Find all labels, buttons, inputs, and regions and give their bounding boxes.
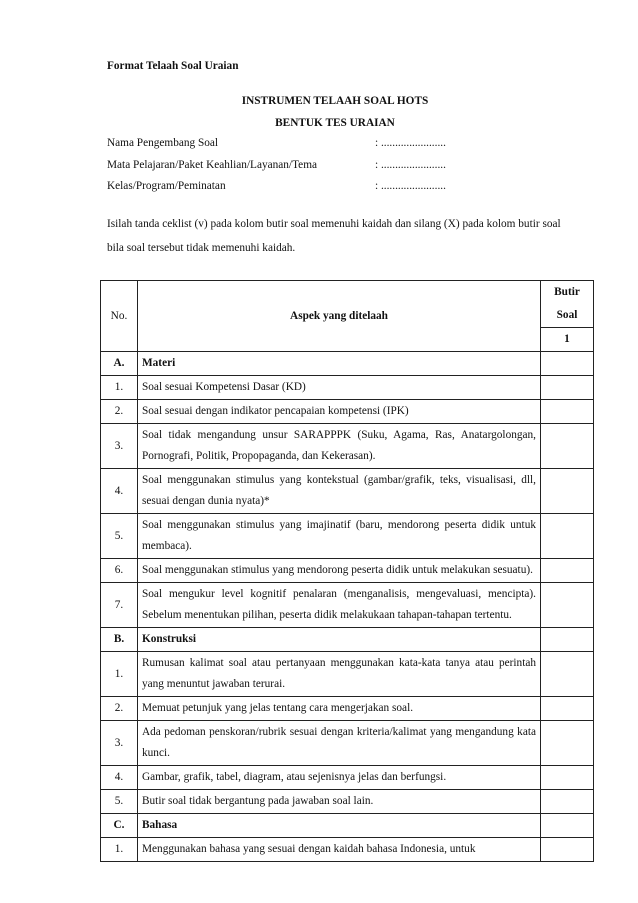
- meta-row-pengembang: [107, 137, 567, 155]
- section-row: [101, 352, 594, 376]
- meta-value: : .......................: [375, 159, 446, 171]
- butir-check-cell[interactable]: [541, 559, 594, 583]
- section-row: [101, 814, 594, 838]
- table-row: [101, 652, 594, 697]
- table-row: [101, 424, 594, 469]
- butir-check-cell[interactable]: [541, 766, 594, 790]
- aspect-text: Soal sesuai dengan indikator pencapaian kompetensi (IPK): [138, 400, 541, 424]
- meta-value: : .......................: [375, 137, 446, 149]
- aspect-text: Rumusan kalimat soal atau pertanyaan menggunakan kata-kata tanya atau perintah yang menuntut jawaban terurai.: [138, 652, 541, 697]
- item-number: 7.: [101, 583, 138, 628]
- table-row: [101, 790, 594, 814]
- section-title: Materi: [138, 352, 541, 376]
- table-row: [101, 376, 594, 400]
- butir-check-cell[interactable]: [541, 697, 594, 721]
- butir-check-cell[interactable]: [541, 790, 594, 814]
- item-number: 2.: [101, 697, 138, 721]
- item-number: 4.: [101, 469, 138, 514]
- meta-label: Nama Pengembang Soal: [107, 137, 219, 149]
- butir-check-cell[interactable]: [541, 376, 594, 400]
- item-number: 5.: [101, 514, 138, 559]
- instrument-title: INSTRUMEN TELAAH SOAL HOTS: [241, 95, 429, 107]
- meta-label: Kelas/Program/Peminatan: [107, 180, 226, 192]
- item-number: 2.: [101, 400, 138, 424]
- butir-check-cell[interactable]: [541, 721, 594, 766]
- item-number: 1.: [101, 652, 138, 697]
- aspect-text: Soal sesuai Kompetensi Dasar (KD): [138, 376, 541, 400]
- header-aspek: Aspek yang ditelaah: [138, 281, 541, 352]
- section-letter: A.: [101, 352, 138, 376]
- butir-cell[interactable]: [541, 814, 594, 838]
- aspect-text: Soal mengukur level kognitif penalaran (menganalisis, mengevaluasi, mencipta). Sebelum menentukan pilihan, peserta didik melakukaan tahapan-tahapan tertentu.: [138, 583, 541, 628]
- table-row: [101, 400, 594, 424]
- butir-check-cell[interactable]: [541, 652, 594, 697]
- item-number: 1.: [101, 838, 138, 862]
- header-soal-label: Soal: [541, 304, 594, 328]
- table-row: [101, 766, 594, 790]
- section-title: Konstruksi: [138, 628, 541, 652]
- butir-check-cell[interactable]: [541, 514, 594, 559]
- aspect-text: Soal menggunakan stimulus yang kontekstual (gambar/grafik, teks, visualisasi, dll, sesuai dengan dunia nyata)*: [138, 469, 541, 514]
- table-row: [101, 697, 594, 721]
- review-table: [100, 280, 594, 862]
- item-number: 6.: [101, 559, 138, 583]
- instrument-subtitle: BENTUK TES URAIAN: [275, 117, 395, 129]
- meta-row-kelas: [107, 180, 567, 198]
- table-row: [101, 721, 594, 766]
- header-butir-number: 1: [541, 328, 594, 352]
- item-number: 4.: [101, 766, 138, 790]
- aspect-text: Soal menggunakan stimulus yang imajinatif (baru, mendorong peserta didik untuk membaca).: [138, 514, 541, 559]
- butir-check-cell[interactable]: [541, 424, 594, 469]
- butir-check-cell[interactable]: [541, 400, 594, 424]
- aspect-text: Soal tidak mengandung unsur SARAPPPK (Suku, Agama, Ras, Anatargolongan, Pornografi, Politik, Propopaganda, dan Kekerasan).: [138, 424, 541, 469]
- table-row: [101, 838, 594, 862]
- aspect-text: Ada pedoman penskoran/rubrik sesuai dengan kriteria/kalimat yang mengandung kata kunci.: [138, 721, 541, 766]
- meta-value: : .......................: [375, 180, 446, 192]
- meta-label: Mata Pelajaran/Paket Keahlian/Layanan/Tema: [107, 159, 317, 171]
- section-title: Bahasa: [138, 814, 541, 838]
- aspect-text: Butir soal tidak bergantung pada jawaban soal lain.: [138, 790, 541, 814]
- header-row: [101, 281, 594, 305]
- instruction-paragraph: Isilah tanda ceklist (v) pada kolom butir soal memenuhi kaidah dan silang (X) pada kolom butir soal bila soal tersebut tidak memenuhi kaidah.: [107, 218, 561, 254]
- document-title: Format Telaah Soal Uraian: [107, 60, 239, 72]
- table-row: [101, 559, 594, 583]
- aspect-text: Menggunakan bahasa yang sesuai dengan kaidah bahasa Indonesia, untuk: [138, 838, 541, 862]
- header-no: No.: [101, 281, 138, 352]
- item-number: 5.: [101, 790, 138, 814]
- table-row: [101, 583, 594, 628]
- butir-check-cell[interactable]: [541, 469, 594, 514]
- section-row: [101, 628, 594, 652]
- item-number: 1.: [101, 376, 138, 400]
- butir-cell[interactable]: [541, 352, 594, 376]
- butir-cell[interactable]: [541, 628, 594, 652]
- table-row: [101, 469, 594, 514]
- aspect-text: Gambar, grafik, tabel, diagram, atau sejenisnya jelas dan berfungsi.: [138, 766, 541, 790]
- meta-row-mapel: [107, 159, 567, 177]
- section-letter: C.: [101, 814, 138, 838]
- butir-check-cell[interactable]: [541, 583, 594, 628]
- item-number: 3.: [101, 721, 138, 766]
- aspect-text: Memuat petunjuk yang jelas tentang cara mengerjakan soal.: [138, 697, 541, 721]
- header-butir-label: Butir: [541, 281, 594, 305]
- section-letter: B.: [101, 628, 138, 652]
- table-row: [101, 514, 594, 559]
- item-number: 3.: [101, 424, 138, 469]
- butir-check-cell[interactable]: [541, 838, 594, 862]
- aspect-text: Soal menggunakan stimulus yang mendorong peserta didik untuk melakukan sesuatu).: [138, 559, 541, 583]
